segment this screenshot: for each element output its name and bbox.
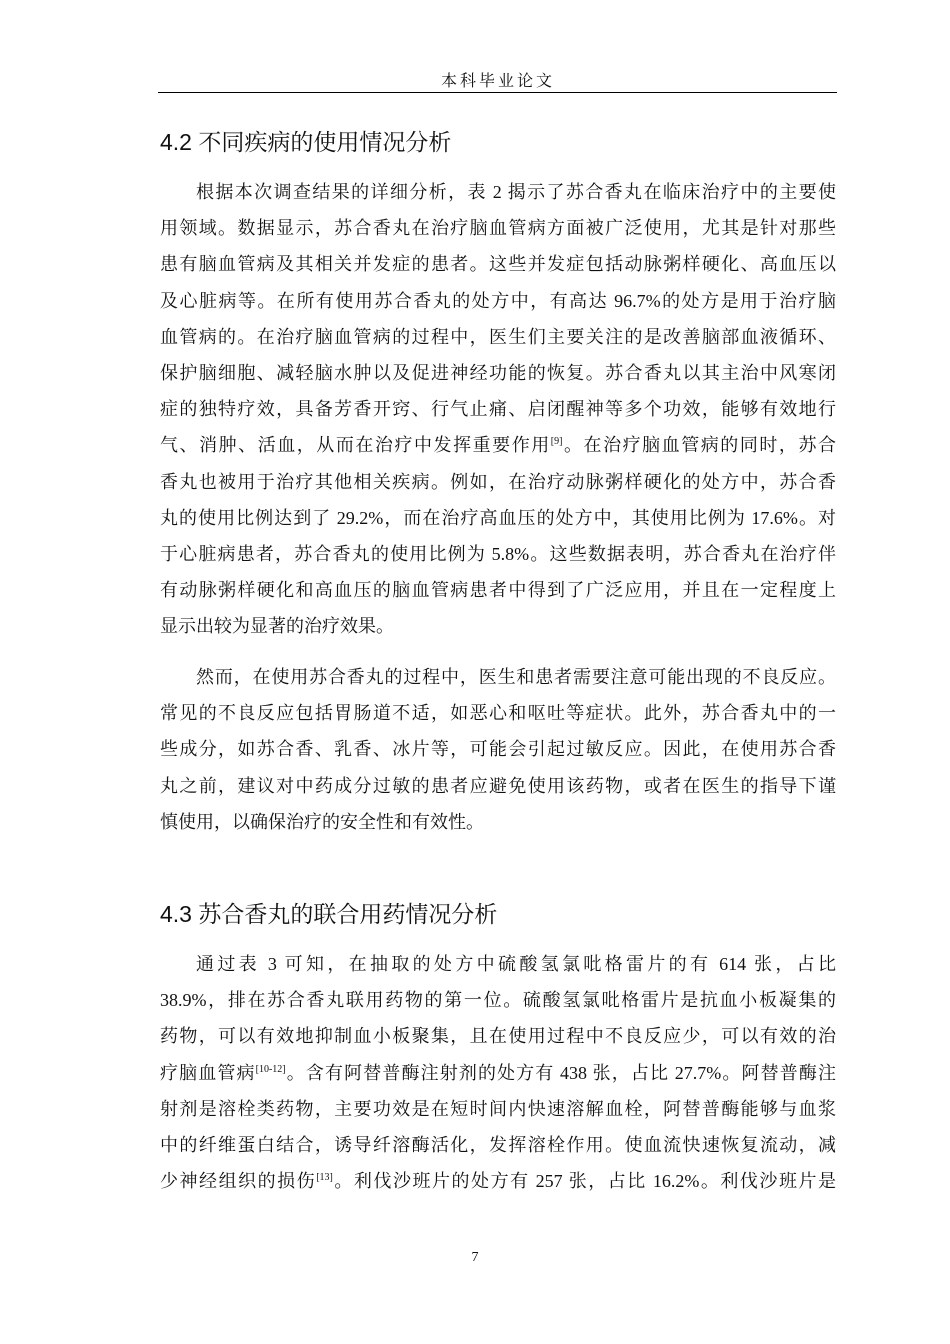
text-line — [160, 253, 836, 275]
text-line — [196, 666, 836, 688]
text-line — [160, 579, 836, 601]
text-line — [160, 989, 836, 1011]
text-segment: 射剂是溶栓类药物，主要功效是在短时间内快速溶解血栓，阿替普酶能够与血浆 — [160, 1098, 836, 1119]
text-line — [160, 362, 836, 384]
text-segment: 药物，可以有效地抑制血小板聚集，且在使用过程中不良反应少，可以有效的治 — [160, 1026, 836, 1047]
text-segment: 根据本次调查结果的详细分析，表 2 揭示了苏合香丸在临床治疗中的主要使 — [196, 182, 836, 202]
page-number: 7 — [471, 1250, 479, 1265]
text-segment: 香丸也被用于治疗其他相关疾病。例如，在治疗动脉粥样硬化的处方中，苏合香 — [160, 471, 836, 492]
citation: [9] — [550, 436, 563, 448]
text-segment: 血管病的。在治疗脑血管病的过程中，医生们主要关注的是改善脑部血液循环、 — [160, 326, 836, 347]
text-segment: 疗脑血管病 — [160, 1062, 256, 1083]
text-line — [160, 507, 836, 529]
text-line — [196, 181, 836, 203]
citation: [10-12] — [255, 1063, 286, 1075]
text-segment: 38.9%，排在苏合香丸联用药物的第一位。硫酸氢氯吡格雷片是抗血小板凝集的 — [160, 990, 836, 1011]
header-rule — [158, 92, 837, 93]
text-line — [196, 953, 836, 975]
text-line — [160, 1134, 836, 1156]
text-line — [160, 1062, 836, 1084]
text-segment: 然而，在使用苏合香丸的过程中，医生和患者需要注意可能出现的不良反应。 — [196, 667, 836, 687]
text-line — [160, 775, 836, 797]
text-segment: 丸之前，建议对中药成分过敏的患者应避免使用该药物，或者在医生的指导下谨 — [160, 775, 836, 796]
section-heading-4-3: 4.3 苏合香丸的联合用药情况分析 — [160, 901, 498, 927]
text-segment: 用领域。数据显示，苏合香丸在治疗脑血管病方面被广泛使用，尤其是针对那些 — [160, 218, 836, 239]
text-segment: 显示出较为显著的治疗效果。 — [160, 616, 394, 637]
running-header: 本科毕业论文 — [440, 73, 555, 90]
text-segment: 。含有阿替普酶注射剂的处方有 438 张，占比 27.7%。阿替普酶注 — [285, 1062, 836, 1083]
text-segment: 少神经组织的损伤 — [160, 1171, 317, 1192]
text-segment: 。在治疗脑血管病的同时，苏合 — [562, 435, 836, 456]
text-line — [160, 615, 836, 637]
text-line — [160, 702, 836, 724]
text-line — [160, 811, 836, 833]
text-segment: 中的纤维蛋白结合，诱导纤溶酶活化，发挥溶栓作用。使血流快速恢复流动，减 — [160, 1135, 836, 1155]
text-segment: 慎使用，以确保治疗的安全性和有效性。 — [160, 811, 484, 832]
text-segment: 气、消肿、活血，从而在治疗中发挥重要作用 — [160, 435, 551, 456]
text-segment: 。利伐沙班片的处方有 257 张，占比 16.2%。利伐沙班片是 — [332, 1171, 836, 1192]
text-line — [160, 290, 836, 312]
text-line — [160, 326, 836, 348]
text-segment: 保护脑细胞、减轻脑水肿以及促进神经功能的恢复。苏合香丸以其主治中风寒闭 — [160, 363, 836, 383]
text-segment: 有动脉粥样硬化和高血压的脑血管病患者中得到了广泛应用，并且在一定程度上 — [160, 580, 836, 601]
text-line — [160, 398, 836, 420]
text-segment: 及心脏病等。在所有使用苏合香丸的处方中，有高达 96.7%的处方是用于治疗脑 — [160, 290, 836, 311]
text-line — [160, 434, 836, 456]
text-segment: 丸的使用比例达到了 29.2%，而在治疗高血压的处方中，其使用比例为 17.6%。对 — [160, 507, 836, 528]
text-segment: 通过表 3 可知，在抽取的处方中硫酸氢氯吡格雷片的有 614 张，占比 — [196, 954, 836, 974]
text-segment: 常见的不良反应包括胃肠道不适，如恶心和呕吐等症状。此外，苏合香丸中的一 — [160, 703, 836, 724]
text-segment: 症的独特疗效，具备芳香开窍、行气止痛、启闭醒神等多个功效，能够有效地行 — [160, 399, 836, 420]
text-line — [160, 543, 836, 565]
text-line — [160, 1025, 836, 1047]
text-line — [160, 217, 836, 239]
text-segment: 患有脑血管病及其相关并发症的患者。这些并发症包括动脉粥样硬化、高血压以 — [160, 254, 836, 275]
section-heading-4-2: 4.2 不同疾病的使用情况分析 — [160, 129, 452, 155]
citation: [13] — [316, 1172, 333, 1184]
text-line — [160, 471, 836, 493]
text-line — [160, 738, 836, 760]
text-line — [160, 1170, 836, 1192]
text-segment: 些成分，如苏合香、乳香、冰片等，可能会引起过敏反应。因此，在使用苏合香 — [160, 739, 836, 760]
text-line — [160, 1098, 836, 1120]
text-segment: 于心脏病患者，苏合香丸的使用比例为 5.8%。这些数据表明，苏合香丸在治疗伴 — [160, 544, 836, 564]
